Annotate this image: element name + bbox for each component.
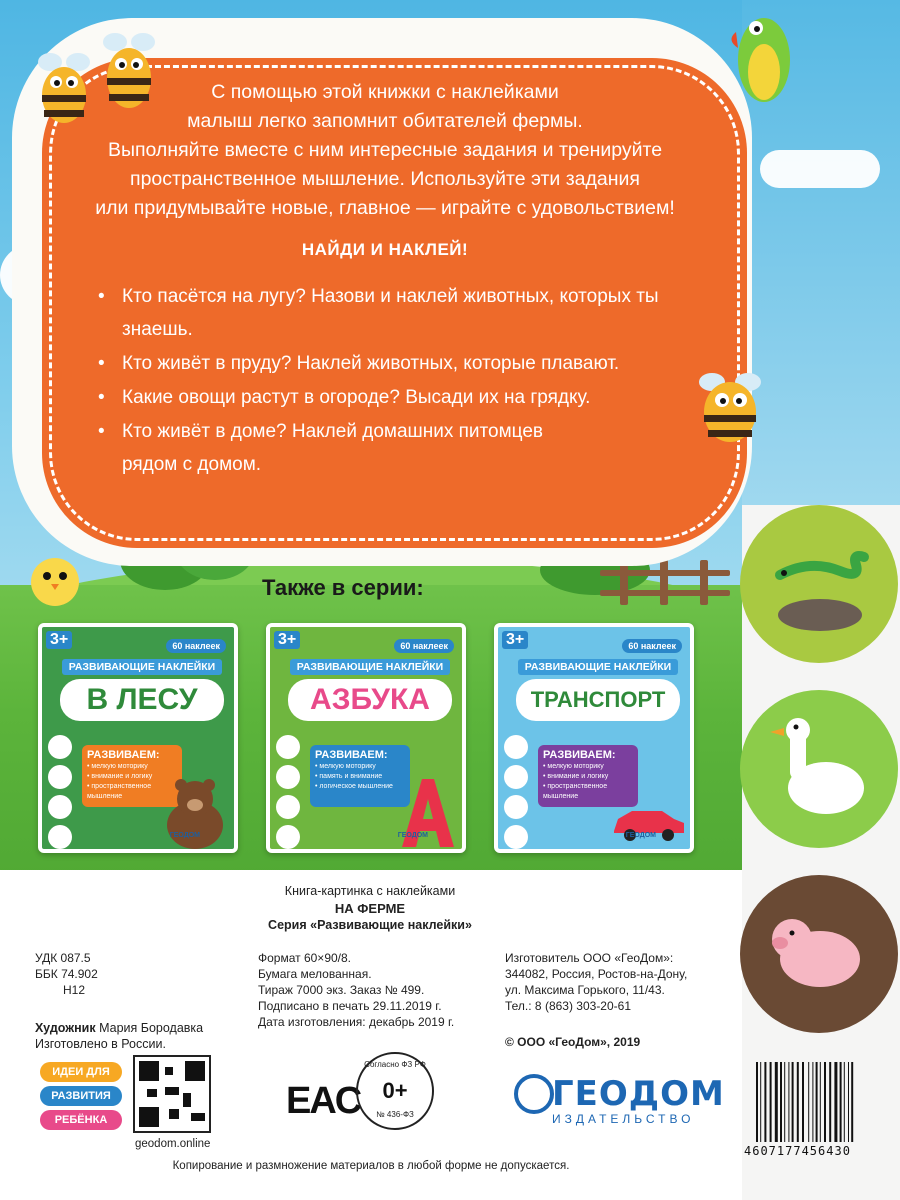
print-paper: Бумага мелованная. <box>258 967 372 981</box>
sticker-dot <box>276 795 300 819</box>
barcode-bar <box>829 1062 831 1142</box>
maker-info <box>505 950 687 1014</box>
barcode-bar <box>840 1062 842 1142</box>
maker-name: Изготовитель ООО «ГеоДом»: <box>505 951 674 965</box>
barcode <box>754 1062 890 1146</box>
eac-mark: EAC <box>286 1080 361 1122</box>
pig-icon <box>762 905 872 995</box>
develop-box <box>538 745 638 807</box>
print-date: Дата изготовления: декабрь 2019 г. <box>258 1015 455 1029</box>
bee-icon <box>690 360 770 450</box>
edu-badge: ИДЕИ ДЛЯ <box>40 1062 122 1082</box>
made-in: Изготовлено в России. <box>35 1037 166 1051</box>
qr-module <box>165 1087 179 1095</box>
sticker-dot <box>504 765 528 789</box>
classification <box>35 950 98 998</box>
series-book-transport[interactable] <box>494 623 694 853</box>
barcode-bar <box>770 1062 772 1142</box>
edu-badge: РАЗВИТИЯ <box>40 1086 122 1106</box>
globe-icon <box>514 1074 554 1114</box>
sticker-dot <box>48 735 72 759</box>
author-mark: Н12 <box>63 983 86 997</box>
fence-post <box>660 560 668 605</box>
book-publisher: ГЕОДОМ <box>169 832 200 839</box>
sticker-dot <box>504 795 528 819</box>
parrot-icon <box>722 0 802 110</box>
print-info <box>258 950 454 1030</box>
series-ribbon: РАЗВИВАЮЩИЕ НАКЛЕЙКИ <box>518 659 678 675</box>
book-title: В ЛЕСУ <box>60 679 224 721</box>
cert-law: Согласно ФЗ РФ <box>364 1060 426 1069</box>
barcode-bar <box>775 1062 778 1142</box>
cert-age: 0+ <box>382 1078 408 1103</box>
barcode-bar <box>756 1062 758 1142</box>
barcode-bar <box>802 1062 804 1142</box>
no-copy-notice: Копирование и размножение материалов в любой форме не допускается. <box>172 1160 570 1172</box>
copyright: © ООО «ГеоДом», 2019 <box>505 1035 641 1049</box>
stickers-count: 60 наклеек <box>394 639 454 653</box>
series-book-alphabet[interactable] <box>266 623 466 853</box>
goose-icon <box>764 710 874 830</box>
udk-code: УДК 087.5 <box>35 951 91 965</box>
bee-icon <box>30 40 100 130</box>
maker-phone: Тел.: 8 (863) 303-20-61 <box>505 999 631 1013</box>
age-badge: 3+ <box>274 631 300 649</box>
barcode-bar <box>760 1062 761 1142</box>
task-item: • Кто пасётся на лугу? Назови и наклей животных, которых ты знаешь. <box>98 280 698 346</box>
lizard-sticker <box>740 505 898 663</box>
chick-icon <box>25 548 85 608</box>
age-badge: 3+ <box>46 631 72 649</box>
print-signed: Подписано в печать 29.11.2019 г. <box>258 999 442 1013</box>
age-badge: 3+ <box>502 631 528 649</box>
print-format: Формат 60×90/8. <box>258 951 352 965</box>
fence-post <box>620 560 628 605</box>
develop-title: РАЗВИВАЕМ: <box>87 749 160 761</box>
qr-finder <box>185 1061 205 1081</box>
develop-title: РАЗВИВАЕМ: <box>315 749 388 761</box>
develop-item: • внимание и логику <box>543 773 609 780</box>
sticker-dot <box>276 735 300 759</box>
barcode-bar <box>788 1062 789 1142</box>
pig-sticker <box>740 875 898 1033</box>
sticker-dot <box>48 795 72 819</box>
develop-box <box>310 745 410 807</box>
bee-icon <box>95 20 165 120</box>
artist-credit <box>35 1020 203 1036</box>
edu-badge: РЕБЁНКА <box>40 1110 122 1130</box>
barcode-bar <box>812 1062 813 1142</box>
barcode-bar <box>764 1062 766 1142</box>
task-item: • Какие овощи растут в огороде? Высади их на грядку. <box>98 381 718 414</box>
maker-address: ул. Максима Горького, 11/43. <box>505 983 665 997</box>
series-book-forest[interactable] <box>38 623 238 853</box>
barcode-bar <box>816 1062 818 1142</box>
bbk-code: ББК 74.902 <box>35 967 98 981</box>
develop-item: • пространственное мышление <box>543 783 608 800</box>
task-item: • Кто живёт в пруду? Наклей животных, которые плавают. <box>98 347 718 380</box>
tasks-heading: НАЙДИ И НАКЛЕЙ! <box>301 240 469 259</box>
develop-item: • мелкую моторику <box>87 763 148 770</box>
stickers-count: 60 наклеек <box>166 639 226 653</box>
qr-module <box>191 1113 205 1121</box>
sticker-dot <box>276 765 300 789</box>
sticker-dot <box>48 765 72 789</box>
goose-sticker <box>740 690 898 848</box>
barcode-bar <box>824 1062 826 1142</box>
barcode-bar <box>820 1062 821 1142</box>
logo-name: ГЕОДОМ <box>552 1074 725 1114</box>
develop-item: • пространственное мышление <box>87 783 152 800</box>
barcode-number: 4607177456430 <box>744 1144 851 1158</box>
qr-finder <box>139 1107 159 1127</box>
book-publisher: ГЕОДОМ <box>397 832 428 839</box>
book-title: АЗБУКА <box>288 679 452 721</box>
age-certificate <box>356 1052 434 1130</box>
qr-module <box>169 1109 179 1119</box>
series-ribbon: РАЗВИВАЮЩИЕ НАКЛЕЙКИ <box>62 659 222 675</box>
develop-item: • мелкую моторику <box>543 763 604 770</box>
intro-line: С помощью этой книжки с наклейками <box>211 81 559 103</box>
sticker-dot <box>504 735 528 759</box>
barcode-bar <box>848 1062 849 1142</box>
task-list <box>98 280 718 482</box>
maker-address: 344082, Россия, Ростов-на-Дону, <box>505 967 688 981</box>
task-item: • Кто живёт в доме? Наклей домашних питомцев рядом с домом. <box>98 415 558 481</box>
print-run: Тираж 7000 экз. Заказ № 499. <box>258 983 425 997</box>
artist-name: Мария Бородавка <box>99 1021 204 1035</box>
develop-item: • внимание и логику <box>87 773 153 780</box>
logo-subtitle: ИЗДАТЕЛЬСТВО <box>552 1112 695 1126</box>
barcode-bar <box>834 1062 837 1142</box>
barcode-bar <box>780 1062 782 1142</box>
sticker-dot <box>276 825 300 849</box>
book-info <box>240 883 500 934</box>
book-series: Серия «Развивающие наклейки» <box>268 918 472 932</box>
cloud <box>760 150 880 188</box>
book-type: Книга-картинка с наклейками <box>284 884 456 898</box>
barcode-bar <box>844 1062 845 1142</box>
fence-post <box>700 560 708 605</box>
barcode-bar <box>797 1062 799 1142</box>
intro-line: Выполняйте вместе с ним интересные задания и тренируйте <box>107 139 663 161</box>
publisher-logo <box>510 1072 725 1132</box>
develop-item: • память и внимание <box>315 773 383 780</box>
sticker-dot <box>504 825 528 849</box>
stickers-count: 60 наклеек <box>622 639 682 653</box>
barcode-bar <box>808 1062 809 1142</box>
sticker-dot <box>48 825 72 849</box>
qr-module <box>165 1067 173 1075</box>
develop-title: РАЗВИВАЕМ: <box>543 749 616 761</box>
series-ribbon: РАЗВИВАЮЩИЕ НАКЛЕЙКИ <box>290 659 450 675</box>
qr-module <box>147 1089 157 1097</box>
qr-caption: geodom.online <box>135 1138 211 1150</box>
intro-line: пространственное мышление. Используйте эти задания <box>130 168 640 190</box>
qr-finder <box>139 1061 159 1081</box>
qr-module <box>183 1093 191 1107</box>
cert-number: № 436-ФЗ <box>376 1110 414 1119</box>
intro-line: или придумывайте новые, главное — играйте с удовольствием! <box>95 197 675 219</box>
barcode-bar <box>851 1062 853 1142</box>
develop-item: • мелкую моторику <box>315 763 376 770</box>
book-name: НА ФЕРМЕ <box>334 901 406 916</box>
series-heading: Также в серии: <box>262 575 424 600</box>
intro-line: малыш легко запомнит обитателей фермы. <box>187 110 583 132</box>
barcode-bar <box>792 1062 794 1142</box>
lizard-icon <box>760 535 880 635</box>
develop-item: • логическое мышление <box>315 783 393 790</box>
book-title: ТРАНСПОРТ <box>516 679 680 721</box>
barcode-bar <box>784 1062 785 1142</box>
qr-code[interactable] <box>133 1055 211 1133</box>
book-publisher: ГЕОДОМ <box>625 832 656 839</box>
artist-label: Художник <box>35 1021 96 1035</box>
